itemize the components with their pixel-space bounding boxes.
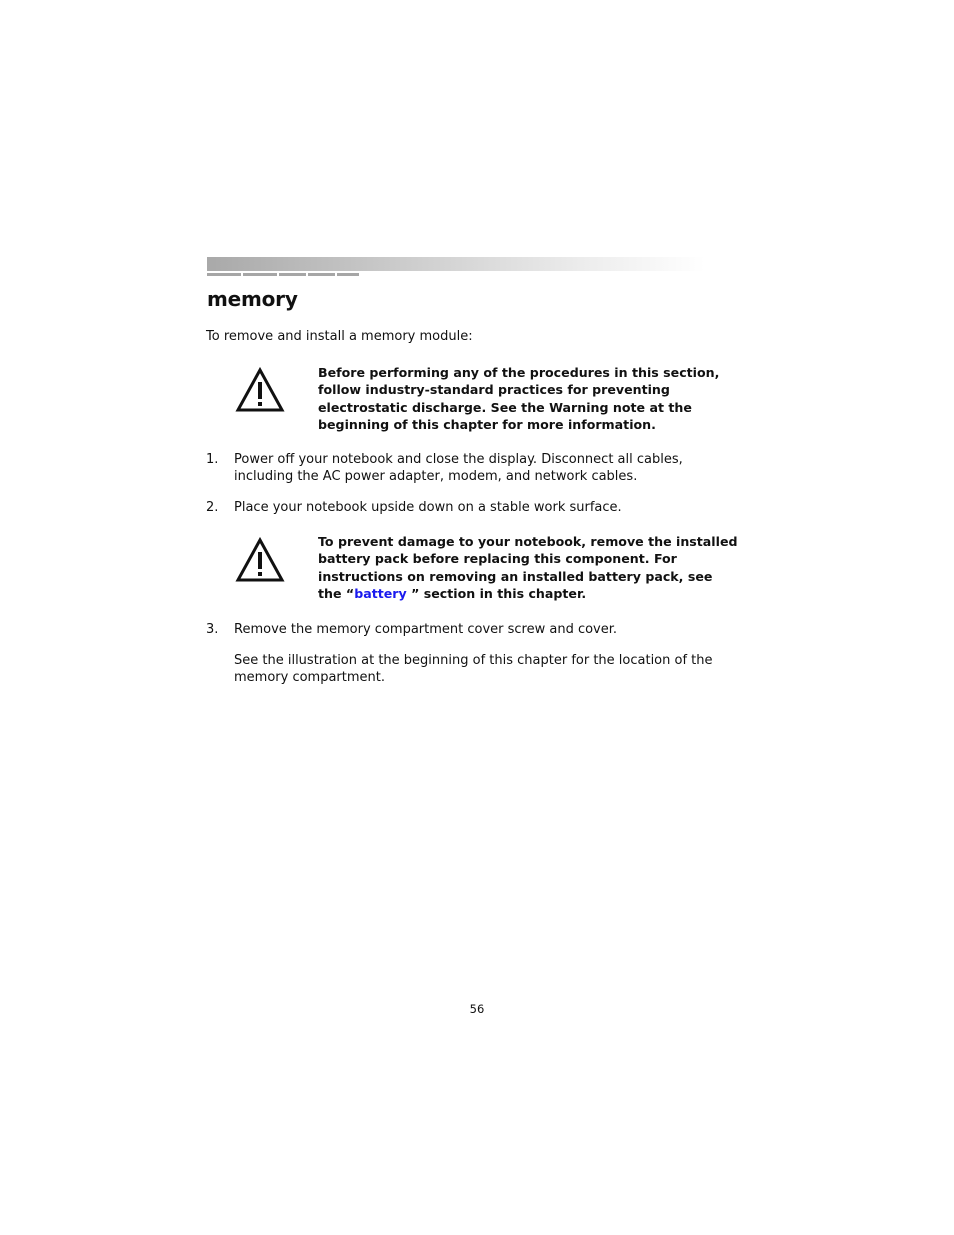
step-text: Power off your notebook and close the display. Disconnect all cables, including the AC power adapter, modem, and network cables. — [234, 452, 683, 485]
step-text: Remove the memory compartment cover screw and cover. — [234, 622, 618, 637]
warning-text-part: To prevent damage to your notebook, remove the installed battery pack before replacing this component. For instructions on removing an installed battery pack, see the “ — [318, 534, 738, 601]
step-text: Place your notebook upside down on a stable work surface. — [234, 500, 622, 515]
section-header-bar — [207, 257, 705, 271]
intro-text: To remove and install a memory module: — [206, 329, 473, 344]
page-number: 56 — [469, 1002, 485, 1016]
step-number: 1. — [206, 452, 219, 467]
page-title: memory — [207, 287, 298, 311]
step-number: 3. — [206, 622, 219, 637]
warning-text-part: ” section in this chapter. — [406, 585, 587, 601]
note-text: See the illustration at the beginning of this chapter for the location of the memory compartment. — [234, 653, 713, 686]
warning-text-battery — [318, 533, 738, 602]
battery-link[interactable]: battery — [354, 585, 407, 601]
warning-triangle-icon — [235, 537, 285, 583]
step-number: 2. — [206, 500, 219, 515]
warning-triangle-icon — [235, 367, 285, 413]
warning-text-esd: Before performing any of the procedures in this section, follow industry-standard practices for preventing electrostatic discharge. See the Warning note at the beginning of this chapter for more information. — [318, 365, 720, 432]
